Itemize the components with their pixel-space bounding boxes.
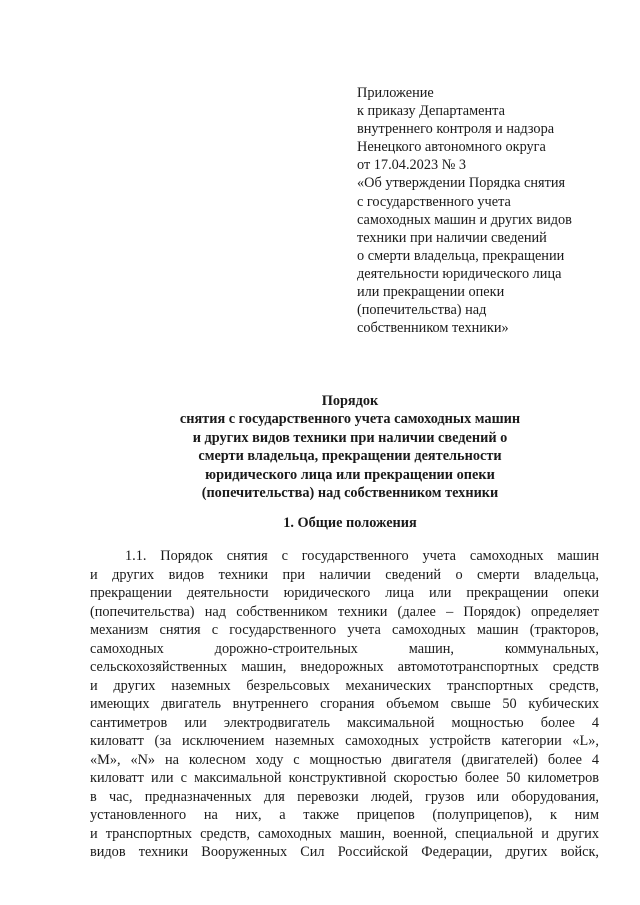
paragraph-line: прекращении деятельности юридического лица или прекращении опеки — [90, 585, 599, 601]
paragraph-line: «M», «N» на колесном ходу с мощностью двигателя (двигателей) более 4 — [90, 751, 599, 768]
appendix-line: собственником техники» — [357, 320, 509, 337]
paragraph-line: установленного на них, а также прицепов (полуприцепов), к ним — [90, 807, 599, 823]
title-line: (попечительства) над собственником техники — [201, 485, 499, 502]
title-line: Порядок — [321, 393, 379, 409]
appendix-line: техники при наличии сведений — [357, 229, 547, 246]
paragraph-line: киловатт (за исключением наземных самоходных устройств категории «L», — [90, 733, 599, 749]
paragraph-line: и других наземных безрельсовых механических транспортных средств, — [90, 677, 599, 694]
appendix-line: внутреннего контроля и надзора — [357, 121, 555, 138]
paragraph-line: и транспортных средств, самоходных машин, военной, специальной и других — [90, 825, 599, 842]
appendix-line: или прекращении опеки — [357, 284, 505, 301]
paragraph-line: имеющих двигатель внутреннего сгорания объемом свыше 50 кубических — [90, 696, 599, 712]
paragraph-1-1 — [90, 547, 599, 862]
appendix-line: о смерти владельца, прекращении — [357, 247, 565, 264]
title-line: смерти владельца, прекращении деятельности — [198, 448, 502, 465]
appendix-line: от 17.04.2023 № 3 — [357, 157, 467, 174]
appendix-line: (попечительства) над — [357, 302, 487, 319]
paragraph-line: 1.1. Порядок снятия с государственного учета самоходных машин — [125, 548, 599, 564]
appendix-line: Ненецкого автономного округа — [357, 139, 546, 156]
appendix-line: Приложение — [357, 85, 434, 101]
paragraph-line: (попечительства) над собственником техники (далее – Порядок) определяет — [90, 603, 599, 620]
appendix-line: «Об утверждении Порядка снятия — [357, 175, 566, 192]
paragraph-line: и других видов техники при наличии сведений о смерти владельца, — [90, 566, 599, 583]
appendix-line: с государственного учета — [357, 193, 511, 210]
appendix-line: самоходных машин и других видов — [357, 211, 572, 228]
paragraph-line: видов техники Вооруженных Сил Российской Федерации, других войск, — [90, 844, 599, 860]
title-line: юридического лица или прекращении опеки — [205, 466, 495, 483]
title-line: и других видов техники при наличии сведений о — [192, 429, 508, 446]
appendix-block — [357, 84, 607, 337]
paragraph-line: механизм снятия с государственного учета самоходных машин (тракторов, — [90, 622, 599, 638]
appendix-line: деятельности юридического лица — [357, 265, 562, 282]
title-line: снятия с государственного учета самоходных машин — [179, 411, 521, 428]
paragraph-line: киловатт или с максимальной конструктивной скоростью более 50 километров — [90, 770, 599, 786]
paragraph-line: сантиметров или электродвигатель максимальной мощностью более 4 — [90, 714, 599, 731]
document-title — [100, 392, 600, 502]
paragraph-line: в час, предназначенных для перевозки людей, грузов или оборудования, — [90, 788, 599, 805]
appendix-line: к приказу Департамента — [357, 103, 505, 120]
paragraph-line: самоходных дорожно-строительных машин, коммунальных, — [90, 640, 599, 657]
section-heading: 1. Общие положения — [283, 515, 417, 531]
paragraph-line: сельскохозяйственных машин, внедорожных автомототранспортных средств — [90, 659, 599, 675]
